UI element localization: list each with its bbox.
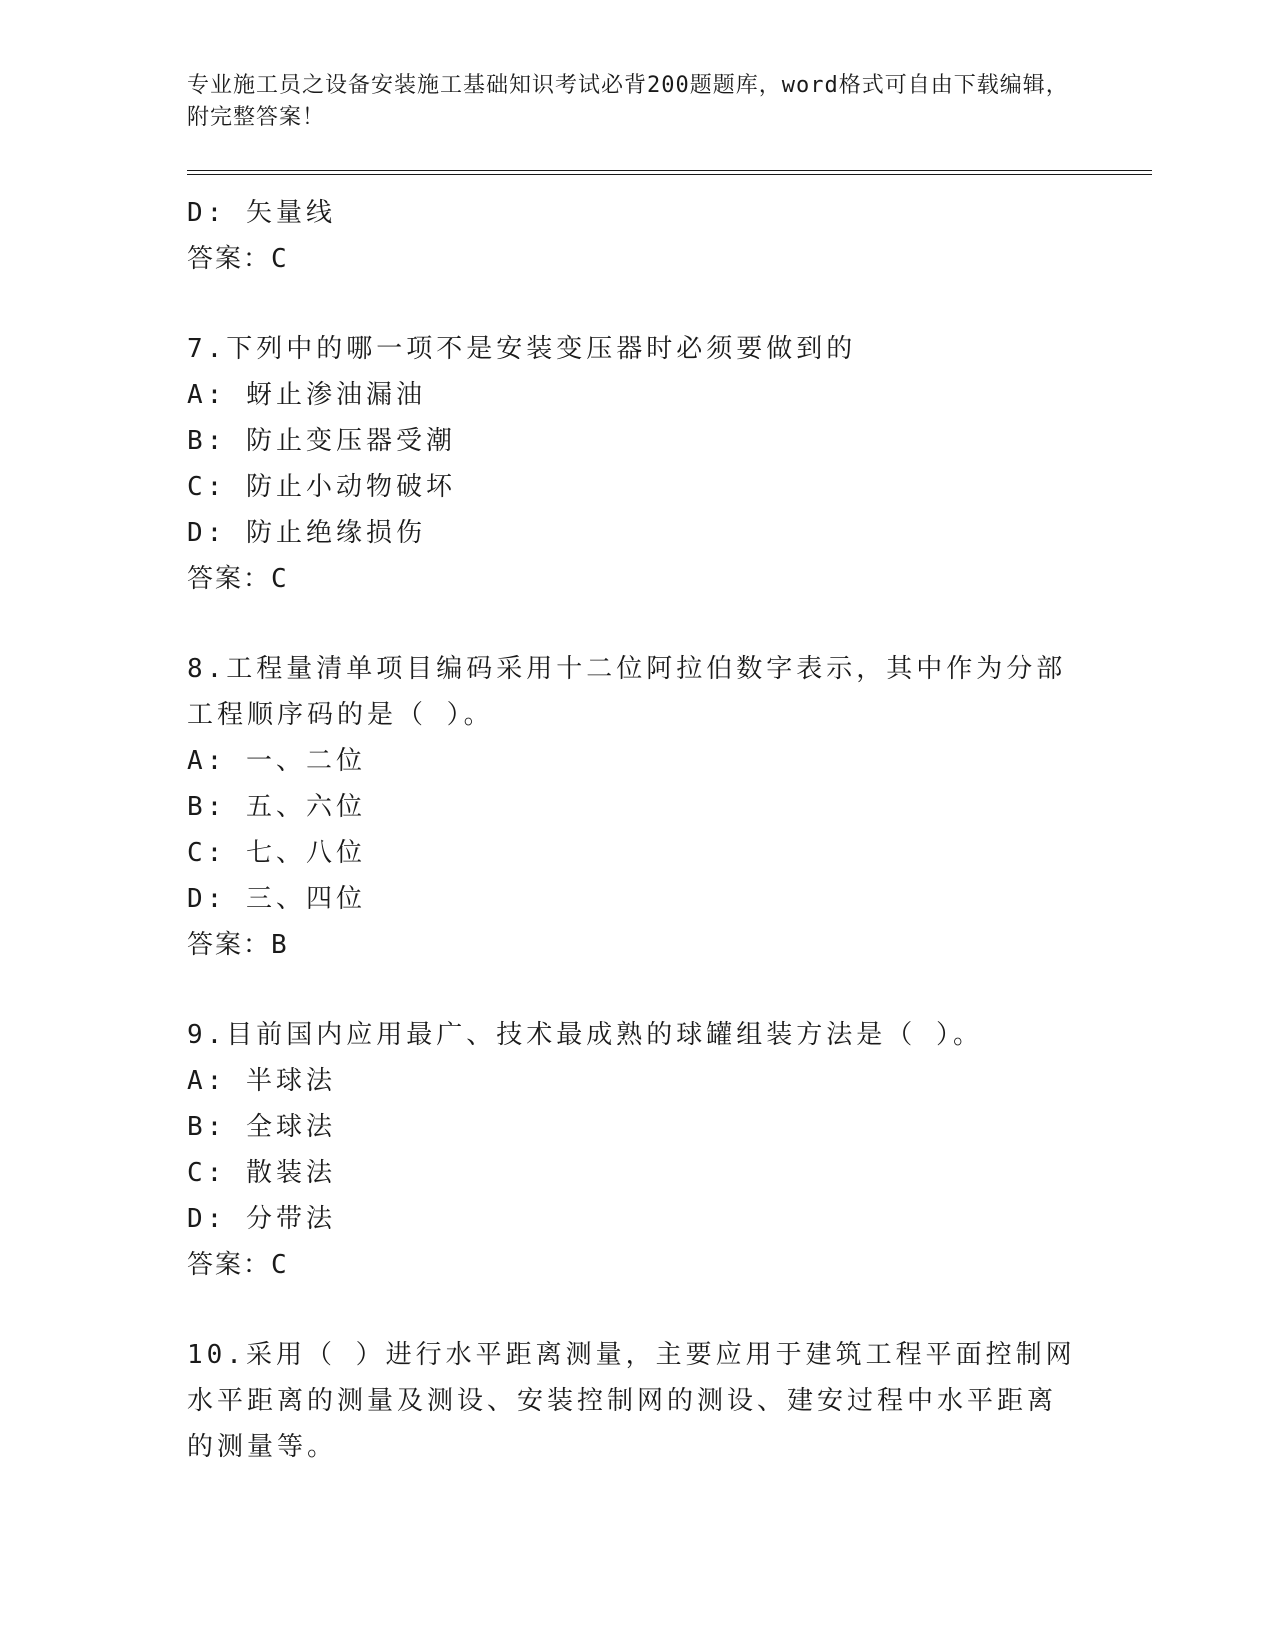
- option-c: C: 七、八位: [187, 838, 366, 868]
- document-header: [187, 70, 1087, 134]
- option-b: B: 防止变压器受潮: [187, 426, 456, 456]
- question-7: [187, 326, 1077, 602]
- answer-text: 答案：B: [187, 930, 289, 960]
- answer-text: 答案：C: [187, 244, 289, 274]
- question-8: [187, 646, 1077, 968]
- question-10: [187, 1332, 1077, 1470]
- answer-text: 答案：C: [187, 1250, 289, 1280]
- option-d: D: 防止绝缘损伤: [187, 518, 426, 548]
- question-continuation: [187, 190, 1077, 282]
- option-b: B: 五、六位: [187, 792, 366, 822]
- option-b: B: 全球法: [187, 1112, 336, 1142]
- option-c: C: 散装法: [187, 1158, 336, 1188]
- question-9: [187, 1012, 1077, 1288]
- header-rule-top: [187, 170, 1152, 171]
- document-body: [187, 190, 1077, 1470]
- option-d: D: 三、四位: [187, 884, 366, 914]
- option-a: A: 一、二位: [187, 746, 366, 776]
- header-title: 专业施工员之设备安装施工基础知识考试必背200题题库，word格式可自由下载编辑，附完整答案！: [187, 73, 1069, 130]
- question-text: 7.下列中的哪一项不是安装变压器时必须要做到的: [187, 334, 857, 364]
- question-text: 10.采用（ ）进行水平距离测量，主要应用于建筑工程平面控制网水平距离的测量及测设、安装控制网的测设、建安过程中水平距离的测量等。: [187, 1340, 1076, 1462]
- answer-text: 答案：C: [187, 564, 289, 594]
- option-d: D: 分带法: [187, 1204, 336, 1234]
- question-text: 8.工程量清单项目编码采用十二位阿拉伯数字表示，其中作为分部工程顺序码的是（ ）。: [187, 654, 1067, 730]
- option-c: C: 防止小动物破坏: [187, 472, 456, 502]
- header-rule-bottom: [187, 174, 1152, 175]
- option-d: D: 矢量线: [187, 198, 336, 228]
- question-text: 9.目前国内应用最广、技术最成熟的球罐组装方法是（ ）。: [187, 1020, 983, 1050]
- option-a: A: 蚜止渗油漏油: [187, 380, 426, 410]
- option-a: A: 半球法: [187, 1066, 336, 1096]
